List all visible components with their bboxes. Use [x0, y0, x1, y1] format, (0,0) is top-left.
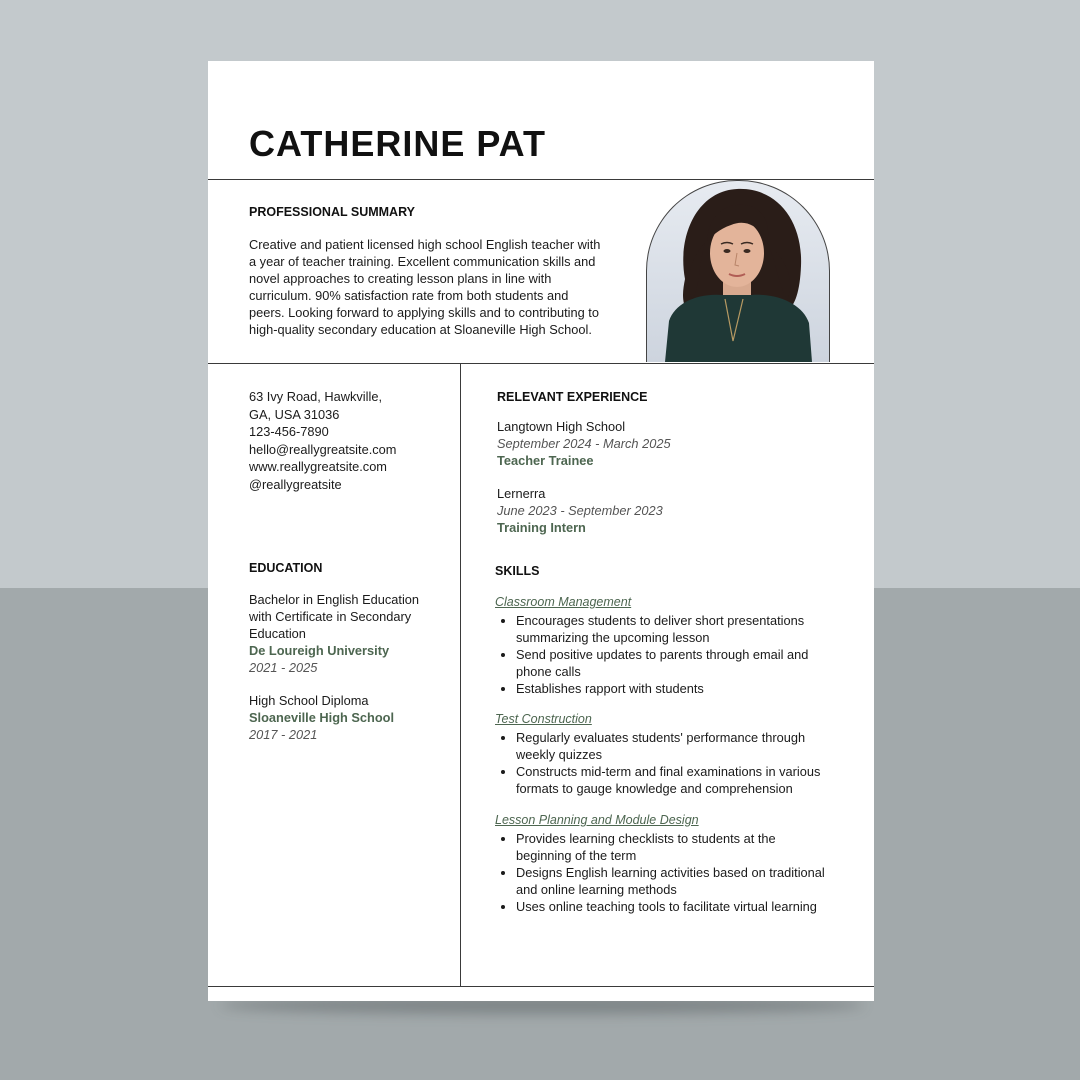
- job-role: Training Intern: [497, 520, 586, 535]
- divider-top: [208, 179, 874, 180]
- skill-bullet: • Constructs mid-term and final examinations in various formats to gauge knowledge and comprehension: [516, 763, 876, 797]
- skill-bullet-list: [495, 612, 876, 697]
- resume-sheet: [208, 61, 874, 1001]
- address-line: 63 Ivy Road, Hawkville,: [249, 389, 382, 404]
- summary-line: a year of teacher training. Excellent communication skills and: [249, 254, 596, 269]
- skill-bullet: • Uses online teaching tools to facilitate virtual learning: [516, 898, 876, 915]
- portrait-icon: [647, 181, 829, 362]
- column-divider: [460, 363, 461, 987]
- divider-middle: [208, 363, 874, 364]
- social-handle: @reallygreatsite: [249, 476, 342, 492]
- divider-bottom: [208, 986, 874, 987]
- education-item: [249, 692, 449, 743]
- skill-bullet: • Establishes rapport with students: [516, 680, 876, 697]
- skill-bullet: • Designs English learning activities based on traditional and online learning methods: [516, 864, 876, 898]
- employment-dates: June 2023 - September 2023: [497, 503, 663, 518]
- education-years: 2021 - 2025: [249, 660, 318, 675]
- skill-group-title: Lesson Planning and Module Design: [495, 813, 699, 827]
- summary-line: novel approaches to creating lesson plans in line with: [249, 271, 552, 286]
- summary-line: high-quality secondary education at Sloaneville High School.: [249, 322, 592, 337]
- summary-line: Creative and patient licensed high school English teacher with: [249, 237, 601, 252]
- job-role: Teacher Trainee: [497, 453, 594, 468]
- degree-line: High School Diploma: [249, 693, 369, 708]
- candidate-name: CATHERINE PAT: [249, 123, 546, 164]
- education-years: 2017 - 2021: [249, 727, 318, 742]
- education-item: [249, 591, 449, 676]
- school-name: De Loureigh University: [249, 643, 390, 658]
- summary-line: curriculum. 90% satisfaction rate from both students and: [249, 288, 569, 303]
- skill-bullet-list: [495, 729, 876, 797]
- skills-heading: SKILLS: [495, 564, 540, 578]
- skill-bullet-list: [495, 830, 876, 915]
- skill-bullet: • Send positive updates to parents through email and phone calls: [516, 646, 876, 680]
- address-line: GA, USA 31036: [249, 406, 340, 422]
- summary-line: peers. Looking forward to applying skills and to contributing to: [249, 305, 599, 320]
- education-heading: EDUCATION: [249, 561, 323, 575]
- degree-line: with Certificate in Secondary: [249, 609, 412, 624]
- skill-bullet: • Encourages students to deliver short presentations summarizing the upcoming lesson: [516, 612, 876, 646]
- experience-item: [497, 485, 837, 536]
- skill-bullet: • Regularly evaluates students' performance through weekly quizzes: [516, 729, 876, 763]
- contact-block: [249, 388, 449, 494]
- experience-item: [497, 418, 837, 469]
- phone-number: 123-456-7890: [249, 424, 329, 440]
- summary-heading: PROFESSIONAL SUMMARY: [249, 205, 415, 219]
- employment-dates: September 2024 - March 2025: [497, 436, 671, 451]
- employer-name: Langtown High School: [497, 419, 626, 434]
- degree-line: Education: [249, 626, 306, 641]
- website-url: www.reallygreatsite.com: [249, 459, 387, 475]
- summary-text: [249, 236, 629, 338]
- employer-name: Lernerra: [497, 486, 546, 501]
- email-address: hello@reallygreatsite.com: [249, 441, 397, 457]
- school-name: Sloaneville High School: [249, 710, 395, 725]
- experience-heading: RELEVANT EXPERIENCE: [497, 390, 648, 404]
- skill-bullet: • Provides learning checklists to students at the beginning of the term: [516, 830, 876, 864]
- portrait-photo: [646, 180, 830, 362]
- skill-group-title: Test Construction: [495, 712, 592, 726]
- degree-line: Bachelor in English Education: [249, 592, 420, 607]
- skill-group-title: Classroom Management: [495, 595, 632, 609]
